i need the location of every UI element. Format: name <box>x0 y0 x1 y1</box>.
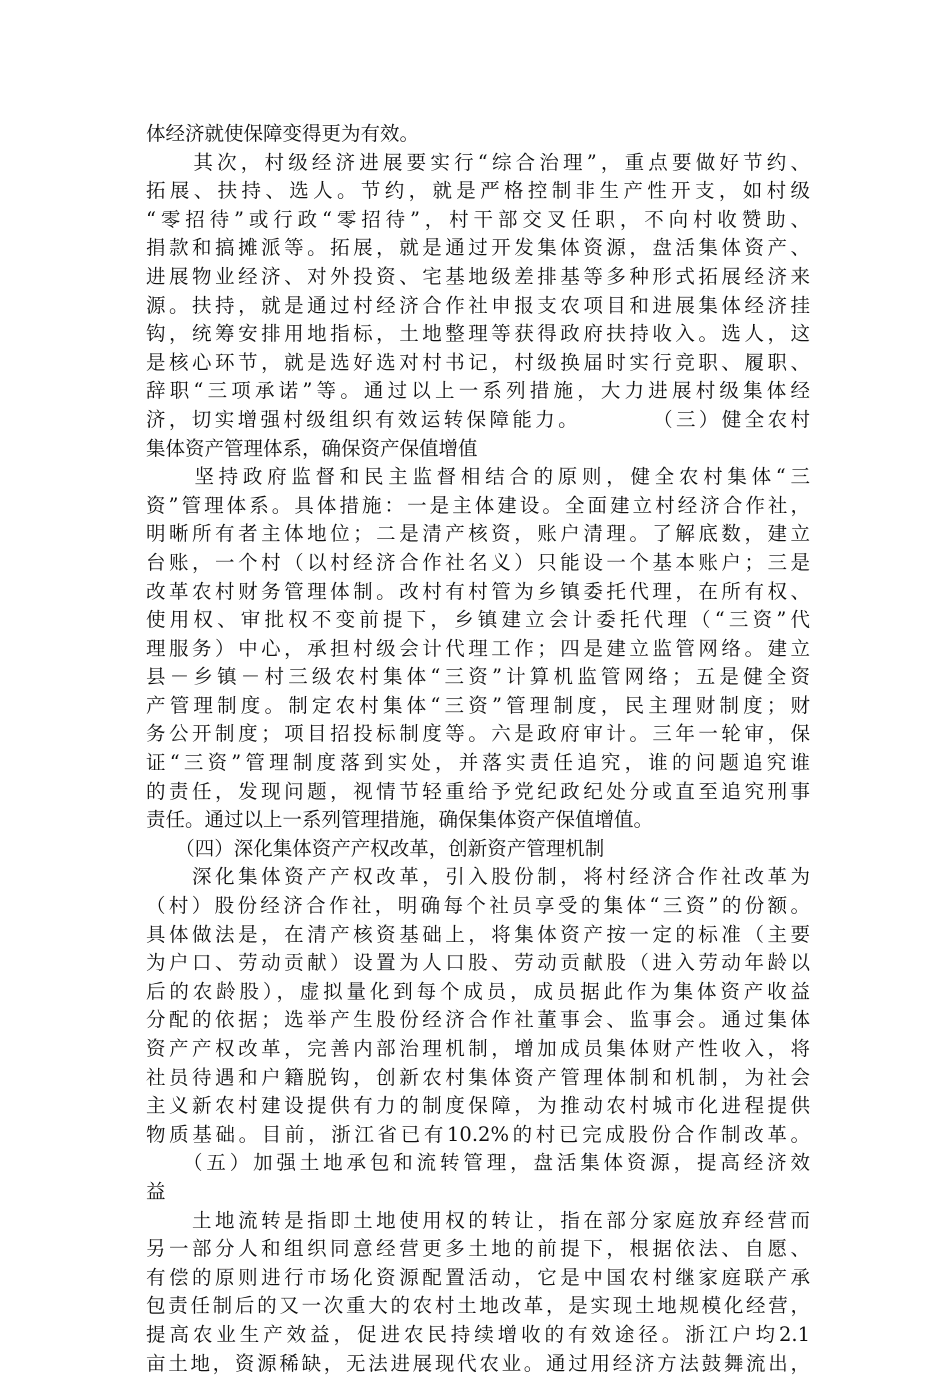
text-line: 是核心环节，就是选好选对村书记，村级换届时实行竞职、履职、 <box>146 350 810 374</box>
text-line: 明晰所有者主体地位；二是清产核资，账户清理。了解底数，建立 <box>146 522 810 546</box>
text-line: 改革农村财务管理体制。改村有村管为乡镇委托代理，在所有权、 <box>146 579 810 603</box>
text-line: 主义新农村建设提供有力的制度保障，为推动农村城市化进程提供 <box>146 1094 810 1118</box>
text-line: 后的农龄股），虚拟量化到每个成员，成员据此作为集体资产收益 <box>146 979 810 1003</box>
text-line: 包责任制后的又一次重大的农村土地改革，是实现土地规模化经营， <box>146 1294 810 1318</box>
text-line: 分配的依据；选举产生股份经济合作社董事会、监事会。通过集体 <box>146 1008 810 1032</box>
text-line: 深化集体资产产权改革，引入股份制，将村经济合作社改革为 <box>146 865 810 889</box>
text-line: 益 <box>146 1179 166 1203</box>
text-line: 体经济就使保障变得更为有效。 <box>146 122 420 145</box>
text-line: 源。扶持，就是通过村经济合作社申报支农项目和进展集体经济挂 <box>146 293 810 317</box>
text-line: 具体做法是，在清产核资基础上，将集体资产按一定的标准（主要 <box>146 922 810 946</box>
text-line: 进展物业经济、对外投资、宅基地级差排基等多种形式拓展经济来 <box>146 264 810 288</box>
text-line: 集体资产管理体系，确保资产保值增值 <box>146 436 478 460</box>
text-line: 辞职“三项承诺”等。通过以上一系列措施，大力进展村级集体经 <box>146 379 810 403</box>
text-line: 坚持政府监督和民主监督相结合的原则，健全农村集体“三 <box>146 465 810 489</box>
text-line: 物质基础。目前，浙江省已有10.2%的村已完成股份合作制改革。 <box>146 1122 810 1146</box>
text-line: 务公开制度；项目招投标制度等。六是政府审计。三年一轮审，保 <box>146 722 810 746</box>
text-line: 其次，村级经济进展要实行“综合治理”，重点要做好节约、 <box>146 150 810 174</box>
document-body <box>146 120 810 1378</box>
text-line: 资产产权改革，完善内部治理机制，增加成员集体财产性收入，将 <box>146 1037 810 1060</box>
text-line: 为户口、劳动贡献）设置为人口股、劳动贡献股（进入劳动年龄以 <box>146 951 810 975</box>
text-line: 使用权、审批权不变前提下，乡镇建立会计委托代理（“三资”代 <box>146 608 810 632</box>
text-line: 产管理制度。制定农村集体“三资”管理制度，民主理财制度；财 <box>146 693 810 717</box>
text-line: 另一部分人和组织同意经营更多土地的前提下，根据依法、自愿、 <box>146 1237 810 1261</box>
text-line: 有偿的原则进行市场化资源配置活动，它是中国农村继家庭联产承 <box>146 1265 810 1289</box>
text-line: 的责任，发现问题，视情节轻重给予党纪政纪处分或直至追究刑事 <box>146 779 810 803</box>
text-line: 济，切实增强村级组织有效运转保障能力。 （三）健全农村 <box>146 407 810 431</box>
text-line: 台账，一个村（以村经济合作社名义）只能设一个基本账户；三是 <box>146 550 810 574</box>
text-line: （村）股份经济合作社，明确每个社员享受的集体“三资”的份额。 <box>146 894 810 918</box>
text-line: 提高农业生产效益，促进农民持续增收的有效途径。浙江户均2.1 <box>146 1322 810 1346</box>
text-line: 理服务）中心，承担村级会计代理工作；四是建立监管网络。建立 <box>146 636 810 660</box>
text-line: 钩，统筹安排用地指标，土地整理等获得政府扶持收入。选人，这 <box>146 322 810 346</box>
text-line: 责任。通过以上一系列管理措施，确保集体资产保值增值。 <box>146 808 654 832</box>
text-line: 县－乡镇－村三级农村集体“三资”计算机监管网络；五是健全资 <box>146 665 810 689</box>
text-line: 拓展、扶持、选人。节约，就是严格控制非生产性开支，如村级 <box>146 179 810 203</box>
text-line: 土地流转是指即土地使用权的转让，指在部分家庭放弃经营而 <box>146 1208 810 1232</box>
text-line: 捐款和搞摊派等。拓展，就是通过开发集体资源，盘活集体资产、 <box>146 236 810 260</box>
text-line: 资”管理体系。具体措施：一是主体建设。全面建立村经济合作社， <box>146 493 810 517</box>
text-line: （五）加强土地承包和流转管理，盘活集体资源，提高经济效 <box>146 1151 810 1175</box>
text-line: 社员待遇和户籍脱钩，创新农村集体资产管理体制和机制，为社会 <box>146 1065 810 1089</box>
text-line: （四）深化集体资产产权改革，创新资产管理机制 <box>146 836 605 860</box>
text-line: “零招待”或行政“零招待”，村干部交叉任职，不向村收赞助、 <box>146 207 810 231</box>
text-line: 亩土地，资源稀缺，无法进展现代农业。通过用经济方法鼓舞流出， <box>146 1351 810 1375</box>
text-line: 证“三资”管理制度落到实处，并落实责任追究，谁的问题追究谁 <box>146 751 810 775</box>
